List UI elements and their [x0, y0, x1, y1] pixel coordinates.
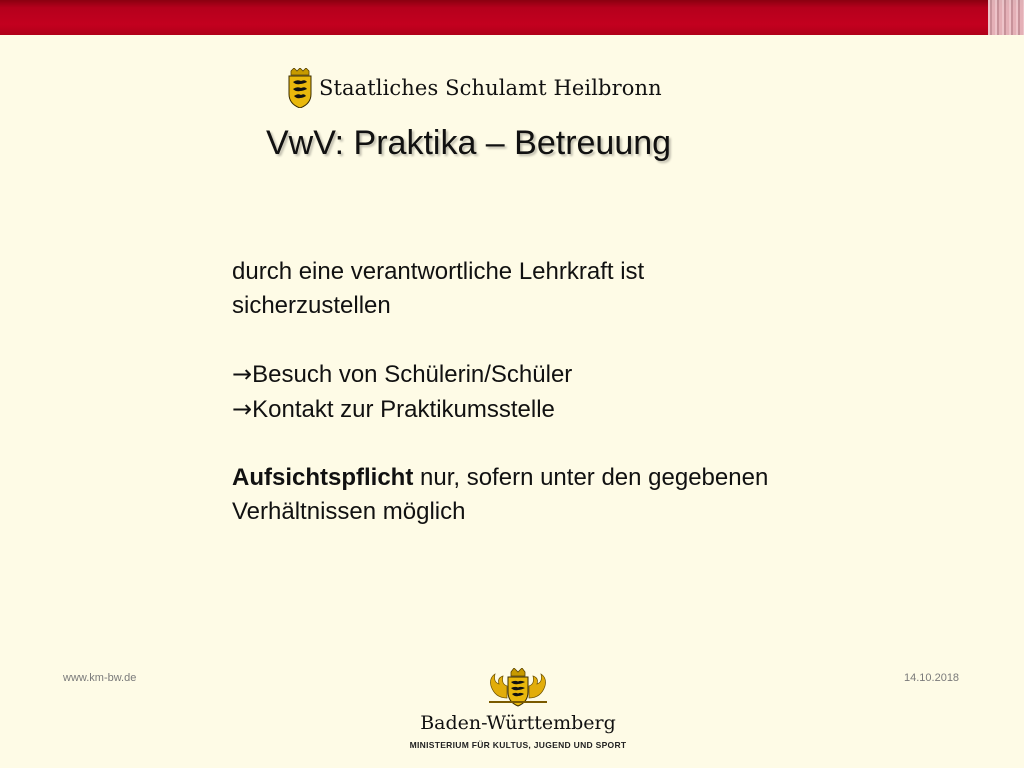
header-brand	[287, 66, 662, 110]
arrow-right-icon: →	[232, 395, 253, 423]
footer-logo-ministry: MINISTERIUM FÜR KULTUS, JUGEND UND SPORT	[409, 740, 627, 750]
footer-url: www.km-bw.de	[63, 672, 137, 684]
footer-logo	[400, 668, 636, 758]
footer-date: 14.10.2018	[904, 672, 960, 684]
paragraph-responsible-teacher: durch eine verantwortliche Lehrkraft ist sicherzustellen	[232, 258, 645, 319]
slide-title: VwV: Praktika – Betreuung	[266, 124, 672, 162]
coat-of-arms-icon	[483, 668, 553, 708]
slide-content	[232, 255, 772, 529]
coat-of-arms-icon	[287, 68, 313, 108]
header-brand-text: Staatliches Schulamt Heilbronn	[319, 76, 662, 100]
spacer	[232, 427, 772, 461]
bullet-contact	[232, 392, 772, 427]
top-bar-stripes	[988, 0, 1024, 35]
top-bar	[0, 0, 1024, 35]
spacer	[232, 323, 772, 357]
paragraph-supervision	[232, 461, 772, 529]
supervision-text: nur, sofern unter den gegebenen Verhältnissen möglich	[232, 464, 769, 525]
bullet-text: Besuch von Schülerin/Schüler	[252, 361, 573, 388]
bullet-text: Kontakt zur Praktikumsstelle	[252, 396, 555, 423]
supervision-term: Aufsichtspflicht	[232, 464, 414, 491]
arrow-right-icon: →	[232, 360, 253, 388]
bullet-visit	[232, 357, 772, 392]
footer-logo-name: Baden-Württemberg	[420, 712, 616, 734]
